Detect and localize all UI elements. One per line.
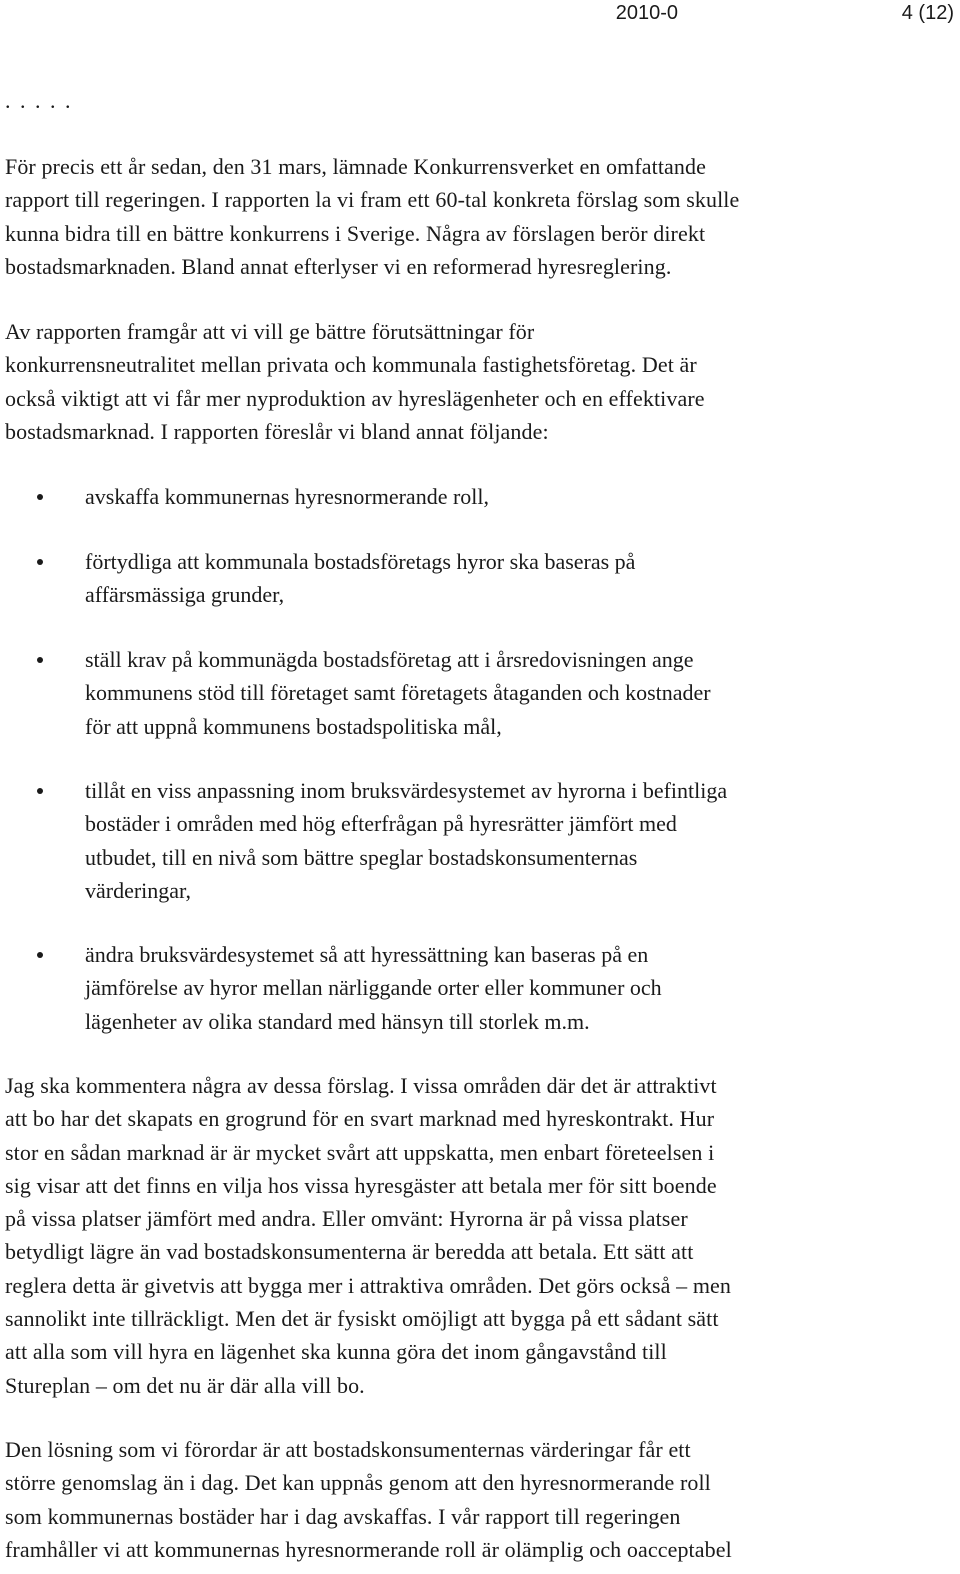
text-line: förtydliga att kommunala bostadsföretags hyror ska baseras på [85, 549, 636, 574]
text-line: ändra bruksvärdesystemet så att hyressättning kan baseras på en [85, 942, 649, 967]
text-line: betydligt lägre än vad bostadskonsumenterna är beredda att betala. Ett sätt att [5, 1239, 694, 1265]
text-line: att alla som vill hyra en lägenhet ska kunna göra det inom gångavstånd till [5, 1339, 667, 1365]
paragraph-proposals-intro [5, 315, 950, 448]
text-line: reglera detta är givetvis att bygga mer i attraktiva områden. Det görs också – men [5, 1272, 731, 1298]
text-line: bostadsmarknaden. Bland annat efterlyser vi en reformerad hyresreglering. [5, 253, 672, 279]
text-line: också viktigt att vi får mer nyproduktion av hyreslägenheter och en effektivare [5, 385, 705, 411]
page-indicator: 4 (12) [901, 2, 954, 24]
paragraph-solution [5, 1433, 950, 1566]
text-line: tillåt en viss anpassning inom bruksvärdesystemet av hyrorna i befintliga [85, 778, 728, 803]
text-line: Stureplan – om det nu är där alla vill bo. [5, 1372, 365, 1398]
text-line: sig visar att det finns en vilja hos vissa hyresgäster att betala mer för sitt boende [5, 1172, 717, 1198]
text-line: sannolikt inte tillräckligt. Men det är fysiskt omöjligt att bygga på ett sådant sätt [5, 1306, 719, 1332]
ellipsis-dots: . . . . . [5, 88, 73, 113]
text-line: avskaffa kommunernas hyresnormerande roll, [85, 484, 490, 509]
text-line: att bo har det skapats en grogrund för en svart marknad med hyreskontrakt. Hur [5, 1106, 715, 1132]
text-line: för att uppnå kommunens bostadspolitiska mål, [85, 713, 502, 739]
header-date: 2010-0 [615, 2, 678, 24]
text-line: Jag ska kommentera några av dessa förslag. I vissa områden där det är attraktivt [5, 1073, 717, 1098]
bullet-icon [37, 657, 43, 663]
text-line: framhåller vi att kommunernas hyresnormerande roll är olämplig och oacceptabel [5, 1536, 732, 1562]
text-line: utbudet, till en nivå som bättre speglar bostadskonsumenternas [85, 844, 638, 870]
text-line: För precis ett år sedan, den 31 mars, lämnade Konkurrensverket en omfattande [5, 154, 706, 179]
text-line: på vissa platser jämfört med andra. Eller omvänt: Hyrorna är på vissa platser [5, 1206, 688, 1232]
text-line: stor en sådan marknad är är mycket svårt att uppskatta, men enbart företeelsen i [5, 1139, 715, 1165]
text-line: ställ krav på kommunägda bostadsföretag att i årsredovisningen ange [85, 647, 694, 672]
text-line: som kommunernas bostäder har i dag avskaffas. I vår rapport till regeringen [5, 1503, 681, 1529]
text-line: värderingar, [85, 877, 192, 903]
bullet-icon [37, 788, 43, 794]
text-line: lägenheter av olika standard med hänsyn till storlek m.m. [85, 1008, 590, 1034]
text-line: jämförelse av hyror mellan närliggande orter eller kommuner och [85, 975, 662, 1001]
text-line: bostadsmarknad. I rapporten föreslår vi bland annat följande: [5, 418, 549, 444]
text-line: Av rapporten framgår att vi vill ge bättre förutsättningar för [5, 319, 535, 344]
text-line: bostäder i områden med hög efterfrågan på hyresrätter jämfört med [85, 811, 677, 837]
bullet-icon [37, 952, 43, 958]
text-line: affärsmässiga grunder, [85, 582, 285, 608]
bullet-icon [37, 559, 43, 565]
text-line: kunna bidra till en bättre konkurrens i Sverige. Några av förslagen berör direkt [5, 220, 706, 246]
paragraph-commentary [5, 1069, 950, 1402]
text-line: större genomslag än i dag. Det kan uppnås genom att den hyresnormerande roll [5, 1470, 711, 1496]
bullet-icon [37, 494, 43, 500]
paragraph-intro [5, 150, 950, 283]
text-line: konkurrensneutralitet mellan privata och kommunala fastighetsföretag. Det är [5, 352, 697, 378]
text-line: Den lösning som vi förordar är att bostadskonsumenternas värderingar får ett [5, 1437, 691, 1462]
text-line: kommunens stöd till företaget samt företagets åtaganden och kostnader [85, 680, 711, 706]
text-line: rapport till regeringen. I rapporten la vi fram ett 60-tal konkreta förslag som skulle [5, 187, 740, 213]
